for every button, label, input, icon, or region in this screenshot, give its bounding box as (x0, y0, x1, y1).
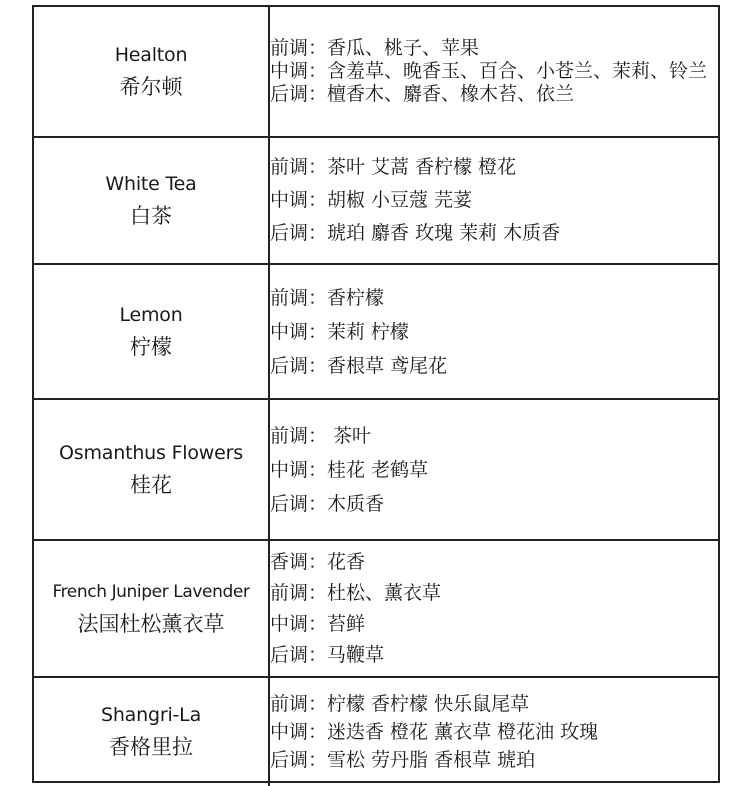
note-line (270, 315, 718, 349)
note-label: 中调： (270, 320, 328, 343)
scent-notes-cell (269, 677, 718, 786)
scent-notes-cell (269, 137, 718, 264)
scent-notes-cell (269, 399, 718, 540)
scent-notes-cell (269, 540, 718, 677)
note-text: 雪松 劳丹脂 香根草 琥珀 (327, 749, 536, 771)
note-text: 木质香 (327, 492, 385, 515)
note-label: 中调： (270, 60, 328, 82)
scent-chinese-name: 香格里拉 (109, 735, 193, 759)
note-text: 茶叶 (327, 424, 372, 447)
note-line (270, 349, 718, 383)
note-label: 后调： (270, 749, 328, 771)
note-label: 中调： (270, 721, 328, 743)
note-text: 琥珀 麝香 玫瑰 茉莉 木质香 (327, 222, 561, 244)
scent-name-cell (34, 264, 269, 399)
note-label: 中调： (270, 612, 328, 635)
note-text: 香瓜、桃子、苹果 (327, 37, 480, 59)
note-line (270, 37, 718, 60)
fragrance-notes-table (32, 5, 720, 783)
scent-english-name: White Tea (105, 172, 197, 195)
note-label: 香调： (270, 550, 328, 573)
note-label: 前调： (270, 581, 328, 604)
note-label: 后调： (270, 222, 328, 244)
scent-chinese-name: 白茶 (130, 203, 172, 228)
note-text: 香柠檬 (327, 286, 385, 309)
note-text: 含羞草、晚香玉、百合、小苍兰、茉莉、铃兰 (327, 60, 708, 82)
scent-name-cell (34, 137, 269, 264)
scent-name-cell (34, 399, 269, 540)
scent-notes-cell (269, 7, 718, 137)
scent-english-name: Shangri-La (100, 704, 202, 726)
note-line (270, 151, 718, 184)
note-text: 苔鲜 (327, 612, 366, 635)
note-line (270, 578, 718, 609)
note-line (270, 690, 718, 718)
note-line (270, 281, 718, 315)
note-line (270, 419, 718, 453)
scent-english-name: French Juniper Lavender (52, 581, 250, 602)
table-row (34, 677, 718, 786)
scent-english-name: Osmanthus Flowers (59, 441, 243, 464)
scent-chinese-name: 希尔顿 (119, 74, 183, 99)
note-line (270, 609, 718, 640)
table-row (34, 7, 718, 137)
note-line (270, 83, 718, 106)
scent-name-cell (34, 540, 269, 677)
note-text: 桂花 老鹤草 (327, 458, 429, 481)
note-text: 茉莉 柠檬 (327, 320, 410, 343)
note-text: 杜松、薰衣草 (327, 581, 442, 604)
scent-notes-cell (269, 264, 718, 399)
note-label: 前调： (270, 156, 328, 178)
note-text: 迷迭香 橙花 薰衣草 橙花油 玫瑰 (327, 721, 599, 743)
note-line (270, 60, 718, 83)
note-line (270, 453, 718, 487)
note-label: 后调： (270, 83, 328, 105)
scent-chinese-name: 柠檬 (130, 334, 172, 359)
note-line (270, 217, 718, 250)
note-label: 前调： (270, 424, 328, 447)
note-text: 柠檬 香柠檬 快乐鼠尾草 (327, 693, 530, 715)
scent-english-name: Healton (114, 43, 188, 66)
note-text: 马鞭草 (327, 643, 385, 666)
scent-chinese-name: 法国杜松薰衣草 (77, 611, 225, 636)
note-label: 中调： (270, 458, 328, 481)
note-label: 后调： (270, 354, 328, 377)
note-line (270, 718, 718, 746)
scent-chinese-name: 桂花 (130, 472, 172, 497)
scent-name-cell (34, 677, 269, 786)
note-label: 中调： (270, 189, 328, 211)
table-row (34, 264, 718, 399)
note-text: 胡椒 小豆蔻 芫荽 (327, 189, 473, 211)
note-label: 前调： (270, 693, 328, 715)
note-line (270, 640, 718, 671)
note-text: 檀香木、麝香、橡木苔、依兰 (327, 83, 575, 105)
note-text: 香根草 鸢尾花 (327, 354, 448, 377)
note-label: 前调： (270, 37, 328, 59)
scent-name-cell (34, 7, 269, 137)
note-text: 茶叶 艾蒿 香柠檬 橙花 (327, 156, 517, 178)
table-row (34, 399, 718, 540)
note-label: 前调： (270, 286, 328, 309)
note-line (270, 487, 718, 521)
notes-table (34, 7, 718, 786)
note-line (270, 746, 718, 774)
scent-english-name: Lemon (119, 303, 183, 326)
note-line (270, 184, 718, 217)
note-label: 后调： (270, 492, 328, 515)
table-row (34, 137, 718, 264)
table-row (34, 540, 718, 677)
note-label: 后调： (270, 643, 328, 666)
note-line (270, 547, 718, 578)
note-text: 花香 (327, 550, 366, 573)
